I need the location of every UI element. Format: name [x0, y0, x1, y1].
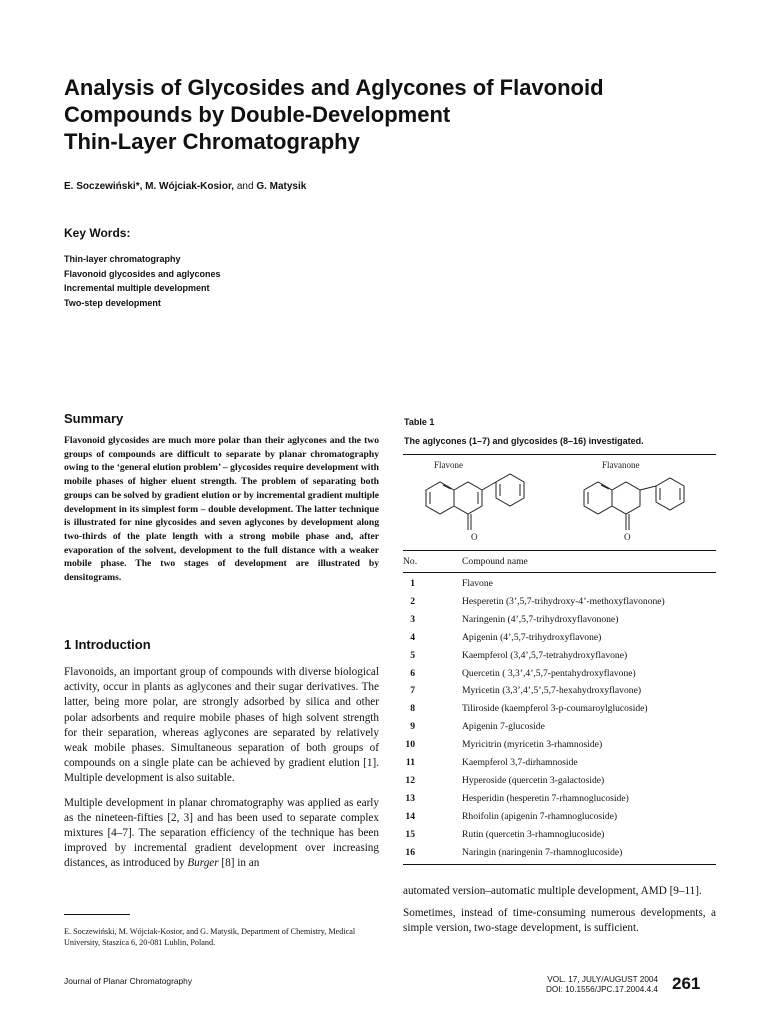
compound-name: Hesperidin (hesperetin 7-rhamnoglucoside): [462, 792, 629, 804]
keyword-item: Flavonoid glycosides and aglycones: [64, 268, 221, 279]
compound-name: Flavone: [462, 578, 493, 589]
compound-name: Rhoifolin (apigenin 7-rhamnoglucoside): [462, 810, 618, 822]
svg-text:O: O: [624, 532, 631, 542]
footnote-rule: [64, 914, 130, 915]
body-paragraph: Sometimes, instead of time-consuming numerous developments, a simple version, two-stage development, is sufficient.: [403, 907, 716, 935]
intro-paragraph: Flavonoids, an important group of compounds with diverse biological activity, occur in plants as aglycones and their sugar derivatives. The latter, being more polar, are strongly adsorbed by silica and other polar adsorbents and require mobile phases of high solvent strength for their separation, whereas aglycones are separated by relatively weak mobile phases. Simultaneous separation of both groups of compounds on a single plate can be achieved by gradient elution [1]. Multiple development is also suitable.: [64, 666, 379, 785]
keyword-item: Incremental multiple development: [64, 283, 210, 293]
author-conjunction: and: [236, 181, 254, 192]
compound-number: 13: [405, 792, 415, 804]
right-column-body: [403, 884, 716, 944]
flavanone-label: Flavanone: [602, 460, 640, 470]
intro-body: [64, 665, 379, 881]
intro-text-run: [8] in an: [218, 857, 260, 870]
table-row: [403, 632, 716, 650]
compound-name: Naringin (naringenin 7-rhamnoglucoside): [462, 846, 623, 858]
compound-name: Hyperoside (quercetin 3-galactoside): [462, 774, 605, 786]
author-list: [64, 181, 306, 192]
compound-name: Tiliroside (kaempferol 3-p-coumaroylglucoside): [462, 703, 648, 715]
compound-number: 3: [410, 613, 415, 625]
compound-number: 15: [405, 828, 415, 840]
column-header-no: No.: [403, 556, 418, 567]
table-row: [403, 650, 716, 668]
flavanone-ring-c: [612, 482, 640, 514]
compound-number: 12: [405, 774, 415, 786]
keyword-item: Two-step development: [64, 297, 161, 308]
table-row: [403, 793, 716, 811]
affiliation-footnote: E. Soczewiński, M. Wójciak-Kosior, and G. Matysik, Department of Chemistry, Medical University, Staszica 6, 20-081 Lublin, Poland.: [64, 927, 356, 947]
summary-text: Flavonoid glycosides are much more polar than their aglycones and the two groups of compounds are difficult to separate by planar chromatography owing to the ‘general elution problem’ – glycosides require development with mobile phases of higher eluent strength. The problem of separating both groups can be solved by gradient elution or by incremental gradient multiple development in its simplest form – double development. The latter technique is illustrated for nine glycosides and seven aglycones by development along two-thirds of the plate length with a strong mobile phase and, after evaporation of the solvent, development to the full distance with a weaker mobile phase. The two stages of development are illustrated by densitograms.: [64, 435, 379, 584]
chemical-structures-figure: [404, 458, 717, 550]
compound-name: Myricitrin (myricetin 3-rhamnoside): [462, 739, 603, 751]
table-label: Table 1: [404, 417, 435, 427]
keywords-heading: Key Words:: [64, 226, 131, 240]
table-row: [403, 668, 716, 686]
compound-number: 16: [405, 846, 415, 858]
journal-name: Journal of Planar Chromatography: [64, 976, 193, 986]
author-name: E. Soczewiński*,: [64, 181, 143, 192]
table-row: [403, 775, 716, 793]
table-row: [403, 596, 716, 614]
table-header-rule-bottom: [403, 572, 716, 573]
body-paragraph: automated version–automatic multiple development, AMD [9–11].: [403, 885, 702, 897]
compound-name: Myricetin (3,3’,4’,5’,5,7-hexahydroxyflavone): [462, 685, 642, 697]
table-row: [403, 578, 716, 596]
table-bottom-rule: [403, 864, 716, 865]
keywords-list: [64, 252, 221, 310]
compound-number: 5: [410, 649, 415, 661]
title-line: Analysis of Glycosides and Aglycones of Flavonoid: [64, 75, 604, 100]
compound-number: 7: [410, 685, 415, 697]
flavone-label: Flavone: [434, 460, 463, 470]
compound-number: 9: [410, 721, 415, 733]
title-line: Thin-Layer Chromatography: [64, 129, 360, 154]
compound-number: 11: [405, 757, 415, 768]
table-row: [403, 757, 716, 775]
issue-info: [480, 975, 658, 994]
compound-name: Apigenin 7-glucoside: [462, 721, 545, 733]
author-name: G. Matysik: [256, 181, 307, 192]
column-header-name: Compound name: [462, 556, 528, 567]
table-row: [403, 685, 716, 703]
svg-text:O: O: [471, 532, 478, 542]
doi-text: DOI: 10.1556/JPC.17.2004.4.4: [546, 984, 658, 994]
table-row: [403, 614, 716, 632]
intro-paragraph: [64, 796, 379, 872]
article-title: [64, 74, 724, 155]
table-row: [403, 703, 716, 721]
title-line: Compounds by Double-Development: [64, 102, 451, 127]
table-header-rule-top: [403, 550, 716, 551]
compound-number: 6: [410, 667, 415, 679]
compound-number: 8: [410, 703, 415, 715]
table-top-rule: [403, 454, 716, 455]
intro-heading: 1 Introduction: [64, 637, 151, 652]
keyword-item: Thin-layer chromatography: [64, 254, 181, 264]
compound-name: Quercetin ( 3,3’,4’,5,7-pentahydroxyflavone): [462, 667, 636, 679]
author-name: M. Wójciak-Kosior,: [145, 181, 235, 192]
table-row: [403, 739, 716, 757]
intro-text-run: Multiple development in planar chromatography was applied as early as the nineteen-fifties [2, 3] and has been used to separate complex mixtures [4–7]. The separation efficiency of the technique has been improved by incremental gradient development over increasing distances, as introduced by: [64, 796, 379, 870]
summary-heading: Summary: [64, 411, 124, 426]
compound-name: Kaempferol (3,4’,5,7-tetrahydroxyflavone): [462, 649, 628, 661]
compound-number: 4: [410, 631, 415, 643]
table-row: [403, 829, 716, 847]
compound-name: Rutin (quercetin 3-rhamnoglucoside): [462, 828, 605, 840]
compound-number: 14: [405, 810, 415, 822]
volume-text: VOL. 17, JULY/AUGUST 2004: [547, 975, 658, 984]
compound-number: 1: [410, 578, 415, 589]
page-number: 261: [672, 974, 701, 993]
compound-number: 10: [405, 739, 415, 751]
table-row: [403, 847, 716, 865]
table-caption: The aglycones (1–7) and glycosides (8–16) investigated.: [404, 436, 644, 446]
compound-name: Apigenin (4’,5,7-trihydroxyflavone): [462, 631, 602, 643]
intro-author-ref: Burger: [187, 857, 219, 870]
table-row: [403, 811, 716, 829]
compound-name: Hesperetin (3’,5,7-trihydroxy-4’-methoxyflavonone): [462, 595, 665, 607]
compound-name: Naringenin (4’,5,7-trihydroxyflavonone): [462, 613, 619, 625]
compound-number: 2: [410, 595, 415, 607]
table-row: [403, 721, 716, 739]
compound-name: Kaempferol 3,7-dirhamnoside: [462, 757, 578, 768]
